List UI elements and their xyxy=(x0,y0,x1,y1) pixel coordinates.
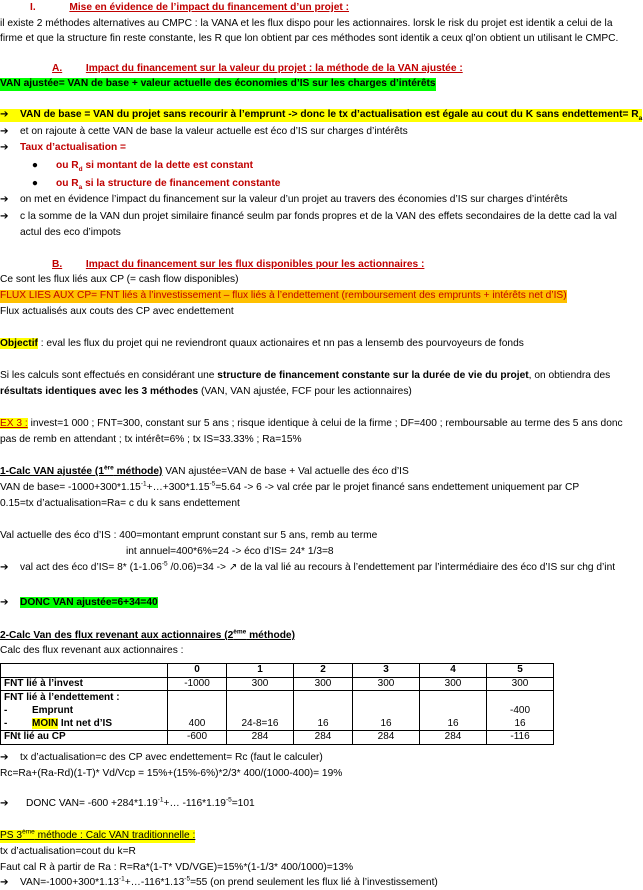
table-header-cell: 2 xyxy=(294,664,353,678)
van-base-line: ➔ VAN de base = VAN du projet sans recourir à l’emprunt -> donc le tx d’actualisation est égale au cout du K sans endettement= $R_a$ xyxy=(0,109,643,123)
table-header-cell: 0 xyxy=(168,664,227,678)
table-row xyxy=(1,691,554,731)
eco-line-3: ➔ val act des éco d’IS= 8* ($1-1.06^{-5}$ /0.06)=34 -> ↗ de la val lié au recours à l’endettement par l’intermédiaire des éco d’IS sur chg d’int xyxy=(0,560,616,573)
flux-line-2: FLUX LIES AUX CP= FNT liés à l’investissement – flux liés à l’endettement (remboursement des emprunts + intérêts net d’IS) xyxy=(0,290,567,301)
flux-line-1: Ce sont les flux liés aux CP (= cash flow disponibles) xyxy=(0,274,239,285)
vana-definition: VAN ajustée= VAN de base + valeur actuelle des économies d’IS sur les charges d’intérêts xyxy=(0,78,436,89)
table-cell: 24-8=16 xyxy=(227,691,294,731)
rc-line: Rc=Ra+(Ra-Rd)(1-T)* Vd/Vcp = 15%+(15%-6%)*2/3* 400/(1000-400)= 19% xyxy=(0,768,343,779)
ex3-line-1: EX 3 : invest=1 000 ; FNT=300, constant sur 5 ans ; risque identique à celui de la firme ; DF=400 ; remboursable au terme des 5 ans donc xyxy=(0,418,623,429)
table-header-cell: 4 xyxy=(420,664,487,678)
table-cell: -1000 xyxy=(168,677,227,691)
eco-line-2: int annuel=400*6%=24 -> éco d’IS= 24* 1/3=8 xyxy=(126,546,334,557)
objectif-label: Objectif xyxy=(0,338,38,349)
tx-line: ➔ tx d’actualisation=c des CP avec endettement= Rc (faut le calculer) xyxy=(0,752,323,763)
arrow-icon: ↗ xyxy=(228,562,238,573)
arrow-icon: ➔ xyxy=(0,194,9,205)
table-header-row xyxy=(1,664,554,678)
table-cell: -400 16 xyxy=(487,691,554,731)
section-title: Impact du financement sur les flux disponibles pour les actionnaires : xyxy=(85,259,425,270)
table-cell: 300 xyxy=(353,677,420,691)
table-cell xyxy=(1,664,168,678)
table-cell: 16 xyxy=(294,691,353,731)
table-cell: -116 xyxy=(487,731,554,745)
table-row xyxy=(1,731,554,745)
table-header-cell: 1 xyxy=(227,664,294,678)
objectif-line: Objectif : eval les flux du projet qui ne reviendront quaux actionaires et nn pas a lensemb des pourvoyeurs de fonds xyxy=(0,338,524,349)
ps-line-1: tx d’actualisation=cout du k=R xyxy=(0,846,136,857)
table-cell: 284 xyxy=(420,731,487,745)
ex3-label: EX 3 : xyxy=(0,418,28,429)
table-cell: 400 xyxy=(168,691,227,731)
table-cell: 300 xyxy=(294,677,353,691)
eco-line-1: Val actuelle des éco d’IS : 400=montant emprunt constant sur 5 ans, remb au terme xyxy=(0,530,378,541)
calc-line-2: résultats identiques avec les 3 méthodes (VAN, VAN ajustée, FCF pour les actionnaires) xyxy=(0,386,412,397)
ps-title: PS 3ème méthode : Calc VAN traditionnelle : xyxy=(0,828,196,841)
flux-table xyxy=(0,663,554,745)
bullet-icon: ● xyxy=(31,160,39,171)
intro-line-2: firme et que la structure fin reste constante, les R que lon obtient par ces méthodes sont identik a ceux ql’on obtient un utilisant le CMPC. xyxy=(0,33,619,44)
arrow-icon: ➔ xyxy=(0,211,9,222)
section-number: A. xyxy=(52,63,63,74)
section-A-heading xyxy=(52,63,463,76)
table-header-cell: 3 xyxy=(353,664,420,678)
section-number: I. xyxy=(30,2,36,13)
rate-line: 0.15=tx d’actualisation=Ra= c du k sans endettement xyxy=(0,498,240,509)
section-B-heading xyxy=(52,259,424,272)
arrow-icon: ➔ xyxy=(0,562,9,573)
section-title: Mise en évidence de l’impact du financement d’un projet : xyxy=(69,2,350,13)
row-label: FNt lié au CP xyxy=(1,731,168,745)
arrow-icon: ➔ xyxy=(0,597,9,608)
donc-vana-line: ➔ DONC VAN ajustée=6+34=40 xyxy=(0,597,158,608)
bullet-icon: ● xyxy=(31,178,39,189)
arrow-icon: ➔ xyxy=(0,109,9,120)
rajoute-line: ➔ et on rajoute à cette VAN de base la valeur actuelle est éco d’IS sur charges d’intérêts xyxy=(0,126,408,137)
taux-item-2: ● ou $R_a$ si la structure de financement constante xyxy=(28,178,280,191)
table-row xyxy=(1,677,554,691)
calc-line-1: Si les calculs sont effectués en considérant une structure de financement constante sur la durée de vie du projet, on obtiendra des xyxy=(0,370,611,381)
method1-title: 1-Calc VAN ajustée (1ère méthode) VAN ajustée=VAN de base + Val actuelle des éco d’IS xyxy=(0,464,409,477)
evidence-line: ➔ on met en évidence l’impact du financement sur la valeur d’un projet au travers des économies d’IS sur charges d’intérêts xyxy=(0,194,568,205)
row-label: FNT lié à l’invest xyxy=(1,677,168,691)
taux-item-1: ● ou $R_d$ si montant de la dette est constant xyxy=(28,160,253,173)
section-I-heading xyxy=(30,2,349,15)
table-cell: -600 xyxy=(168,731,227,745)
table-cell: 300 xyxy=(420,677,487,691)
arrow-icon: ➔ xyxy=(0,798,9,809)
ps-line-2: Faut cal R à partir de Ra : R=Ra*(1-T* VD/VGE)=15%*(1-1/3* 400/1000)=13% xyxy=(0,862,354,873)
table-cell: 284 xyxy=(227,731,294,745)
table-cell: 16 xyxy=(353,691,420,731)
table-cell: 16 xyxy=(420,691,487,731)
table-cell: 300 xyxy=(487,677,554,691)
taux-title: ➔ Taux d’actualisation = xyxy=(0,142,126,153)
arrow-icon: ➔ xyxy=(0,877,9,888)
method2-sub: Calc des flux revenant aux actionnaires : xyxy=(0,645,184,656)
somme-line-1: ➔ c la somme de la VAN dun projet similaire financé seulm par fonds propres et de la VAN des effets secondaires de la dette cad la val xyxy=(0,211,617,222)
arrow-icon: ➔ xyxy=(0,126,9,137)
donc-van-line: ➔ DONC $VAN= -600 +284*1.19^{-1}+\dots$ $-116*1.19^{-5}=101$ xyxy=(0,796,255,809)
row-label: FNT lié à l’endettement : - Emprunt - MOIN Int net d’IS xyxy=(1,691,168,731)
table-cell: 284 xyxy=(294,731,353,745)
ex3-line-2: pas de remb en attendant ; tx intérêt=6% ; tx IS=33.33% ; Ra=15% xyxy=(0,434,302,445)
intro-line-1: il existe 2 méthodes alternatives au CMPC : la VANA et les flux dispo pour les actionnaires. lorsk le risk du projet est identik a celui de la xyxy=(0,18,613,29)
ps-line-3: ➔ $VAN=-1000+300*1.13^{-1}+\dots-116*1.13^{-5}=55$ (on prend seulement les flux lié à l’investissement) xyxy=(0,875,438,888)
arrow-icon: ➔ xyxy=(0,142,9,153)
somme-line-2: actul des eco d’impots xyxy=(20,227,121,238)
table-cell: 300 xyxy=(227,677,294,691)
table-cell: 284 xyxy=(353,731,420,745)
van-base-calc: VAN de base= $-1000+300*1.15^{-1}+\dots+300*1.15^{-5}=5.64 -> 6$ -> val crée par le projet financé sans endettement uniquement par CP xyxy=(0,480,580,493)
flux-line-3: Flux actualisés aux couts des CP avec endettement xyxy=(0,306,234,317)
table-header-cell: 5 xyxy=(487,664,554,678)
section-number: B. xyxy=(52,259,63,270)
section-title: Impact du financement sur la valeur du projet : la méthode de la VAN ajustée : xyxy=(85,63,463,74)
arrow-icon: ➔ xyxy=(0,752,9,763)
method2-title: 2-Calc Van des flux revenant aux actionnaires (2ème méthode) xyxy=(0,628,295,641)
